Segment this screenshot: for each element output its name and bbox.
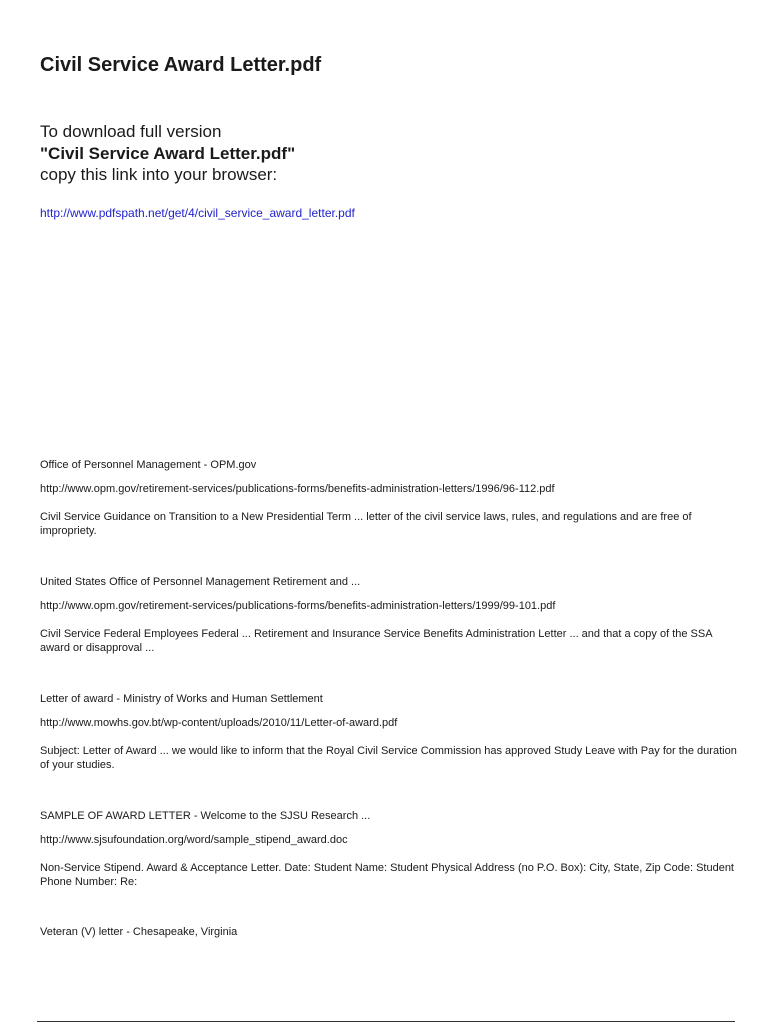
footer-divider [37,1021,735,1022]
result-snippet: Non-Service Stipend. Award & Acceptance Letter. Date: Student Name: Student Physical Address (no P.O. Box): City, State, Zip Code: Student Phone Number: Re: [40,862,734,888]
result-snippet: Subject: Letter of Award ... we would like to inform that the Royal Civil Service Commission has approved Study Leave with Pay for the duration of your studies. [40,745,737,771]
download-link[interactable]: http://www.pdfspath.net/get/4/civil_service_award_letter.pdf [40,206,355,220]
download-filename: "Civil Service Award Letter.pdf" [40,143,296,163]
result-item [40,692,740,772]
result-title: United States Office of Personnel Management Retirement and ... [40,576,361,588]
download-instructions [40,121,295,186]
result-title: SAMPLE OF AWARD LETTER - Welcome to the SJSU Research ... [40,810,371,822]
result-title: Office of Personnel Management - OPM.gov [40,459,257,471]
download-line: To download full version [40,122,222,141]
result-snippet: Civil Service Guidance on Transition to a New Presidential Term ... letter of the civil service laws, rules, and regulations and are free of impropriety. [40,511,692,537]
result-title: Veteran (V) letter - Chesapeake, Virginia [40,926,238,938]
document-title: Civil Service Award Letter.pdf [40,54,322,76]
result-item [40,575,740,655]
copy-link-line: copy this link into your browser: [40,165,278,184]
result-url[interactable]: http://www.opm.gov/retirement-services/publications-forms/benefits-administration-letters/1999/99-101.pdf [40,600,556,612]
result-snippet: Civil Service Federal Employees Federal ... Retirement and Insurance Service Benefits Administration Letter ... and that a copy of the SSA award or disapproval ... [40,628,712,654]
result-item [40,458,740,538]
result-item [40,925,740,939]
result-url[interactable]: http://www.mowhs.gov.bt/wp-content/uploads/2010/11/Letter-of-award.pdf [40,717,398,729]
result-url[interactable]: http://www.sjsufoundation.org/word/sample_stipend_award.doc [40,834,348,846]
result-item [40,809,740,889]
result-title: Letter of award - Ministry of Works and Human Settlement [40,693,323,705]
result-url[interactable]: http://www.opm.gov/retirement-services/publications-forms/benefits-administration-letters/1996/96-112.pdf [40,483,555,495]
